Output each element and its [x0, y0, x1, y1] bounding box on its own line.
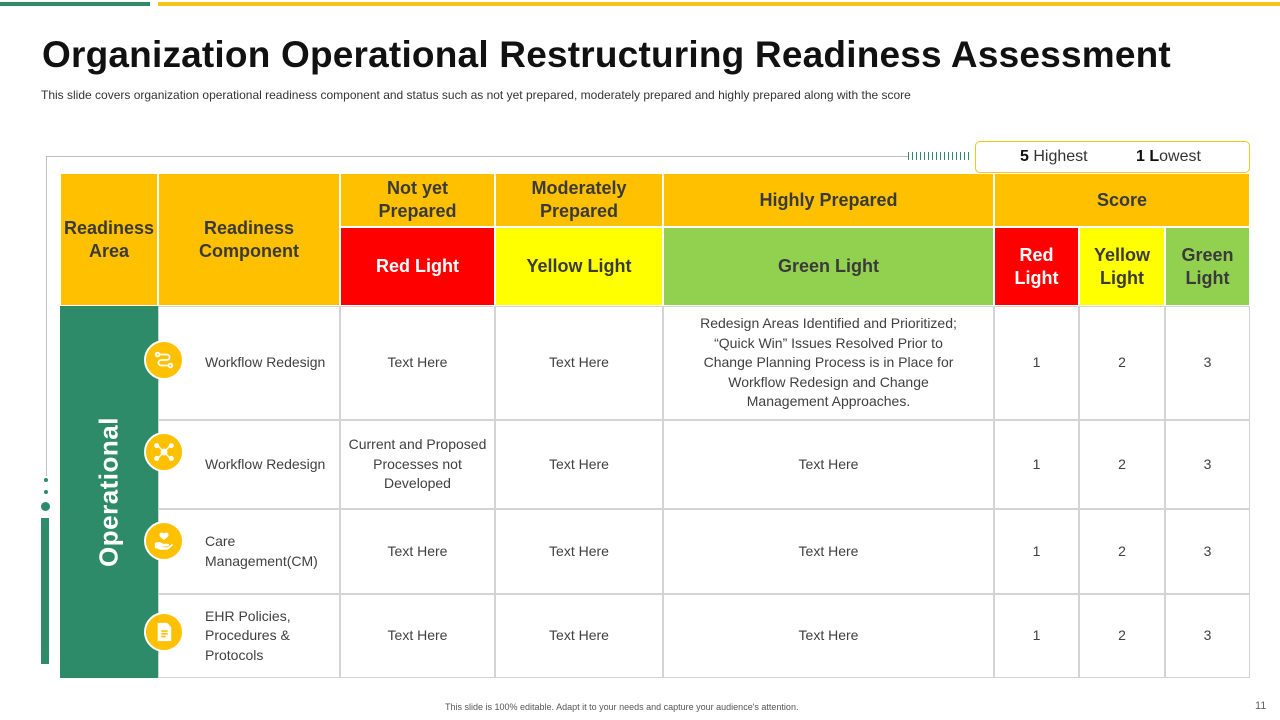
scale-lowest: 1 Lowest [1136, 148, 1201, 165]
table-row-2-score-yellow: 2 [1079, 420, 1165, 509]
page-title: Organization Operational Restructuring Readiness Assessment [42, 34, 1171, 75]
page-number: 11 [1255, 700, 1267, 712]
score-header-yellow: Yellow Light [1079, 227, 1165, 306]
table-row-1-not-yet: Text Here [340, 306, 495, 420]
tick-decoration [908, 152, 972, 160]
table-row-2-component: Workflow Redesign [158, 420, 340, 509]
table-row-4-not-yet: Text Here [340, 594, 495, 678]
top-accent-green [0, 2, 150, 6]
header-yellow-light: Yellow Light [495, 227, 663, 306]
header-green-light: Green Light [663, 227, 994, 306]
document-icon [144, 612, 184, 652]
table-row-4-score-red: 1 [994, 594, 1079, 678]
decor-dot [44, 490, 48, 494]
header-not-yet-prepared: Not yet Prepared [340, 173, 495, 227]
scale-highest: 5 Highest [1020, 148, 1088, 165]
table-row-4-component: EHR Policies, Procedures & Protocols [158, 594, 340, 678]
table-row-2-score-red: 1 [994, 420, 1079, 509]
table-row-4-score-green: 3 [1165, 594, 1250, 678]
header-readiness-component: Readiness Component [158, 173, 340, 306]
frame-line-left [46, 156, 47, 476]
header-highly-prepared: Highly Prepared [663, 173, 994, 227]
table-row-4-score-yellow: 2 [1079, 594, 1165, 678]
frame-line-top [46, 156, 908, 157]
decor-dot [44, 478, 48, 482]
table-row-4-moderately: Text Here [495, 594, 663, 678]
care-hands-icon [144, 521, 184, 561]
table-row-1-highly: Redesign Areas Identified and Prioritized; “Quick Win” Issues Resolved Prior to Change Planning Process is in Place for Workflow Redesign and Change Management Approaches. [663, 306, 994, 420]
footer-note: This slide is 100% editable. Adapt it to your needs and capture your audience's attention. [445, 702, 799, 712]
network-icon [144, 432, 184, 472]
readiness-area-label: Operational [93, 417, 124, 567]
table-row-3-moderately: Text Here [495, 509, 663, 594]
table-row-3-score-red: 1 [994, 509, 1079, 594]
table-row-3-score-green: 3 [1165, 509, 1250, 594]
score-scale-box [975, 141, 1250, 173]
table-row-3-highly: Text Here [663, 509, 994, 594]
table-row-1-score-yellow: 2 [1079, 306, 1165, 420]
table-row-2-score-green: 3 [1165, 420, 1250, 509]
score-header-green: Green Light [1165, 227, 1250, 306]
table-row-1-score-red: 1 [994, 306, 1079, 420]
table-row-1-score-green: 3 [1165, 306, 1250, 420]
table-row-3-component: Care Management(CM) [158, 509, 340, 594]
page-subtitle: This slide covers organization operational readiness component and status such as not yet prepared, moderately prepared and highly prepared along with the score [41, 88, 911, 102]
header-score: Score [994, 173, 1250, 227]
table-row-2-not-yet: Current and Proposed Processes not Developed [340, 420, 495, 509]
table-row-2-moderately: Text Here [495, 420, 663, 509]
workflow-icon [144, 340, 184, 380]
decor-bar [41, 518, 49, 664]
header-readiness-area: Readiness Area [60, 173, 158, 306]
header-red-light: Red Light [340, 227, 495, 306]
table-row-3-score-yellow: 2 [1079, 509, 1165, 594]
table-row-2-highly: Text Here [663, 420, 994, 509]
score-header-red: Red Light [994, 227, 1079, 306]
decor-dot [41, 502, 50, 511]
table-row-1-moderately: Text Here [495, 306, 663, 420]
top-accent-yellow [158, 2, 1280, 6]
header-moderately-prepared: Moderately Prepared [495, 173, 663, 227]
table-row-3-not-yet: Text Here [340, 509, 495, 594]
table-row-1-component: Workflow Redesign [158, 306, 340, 420]
table-row-4-highly: Text Here [663, 594, 994, 678]
